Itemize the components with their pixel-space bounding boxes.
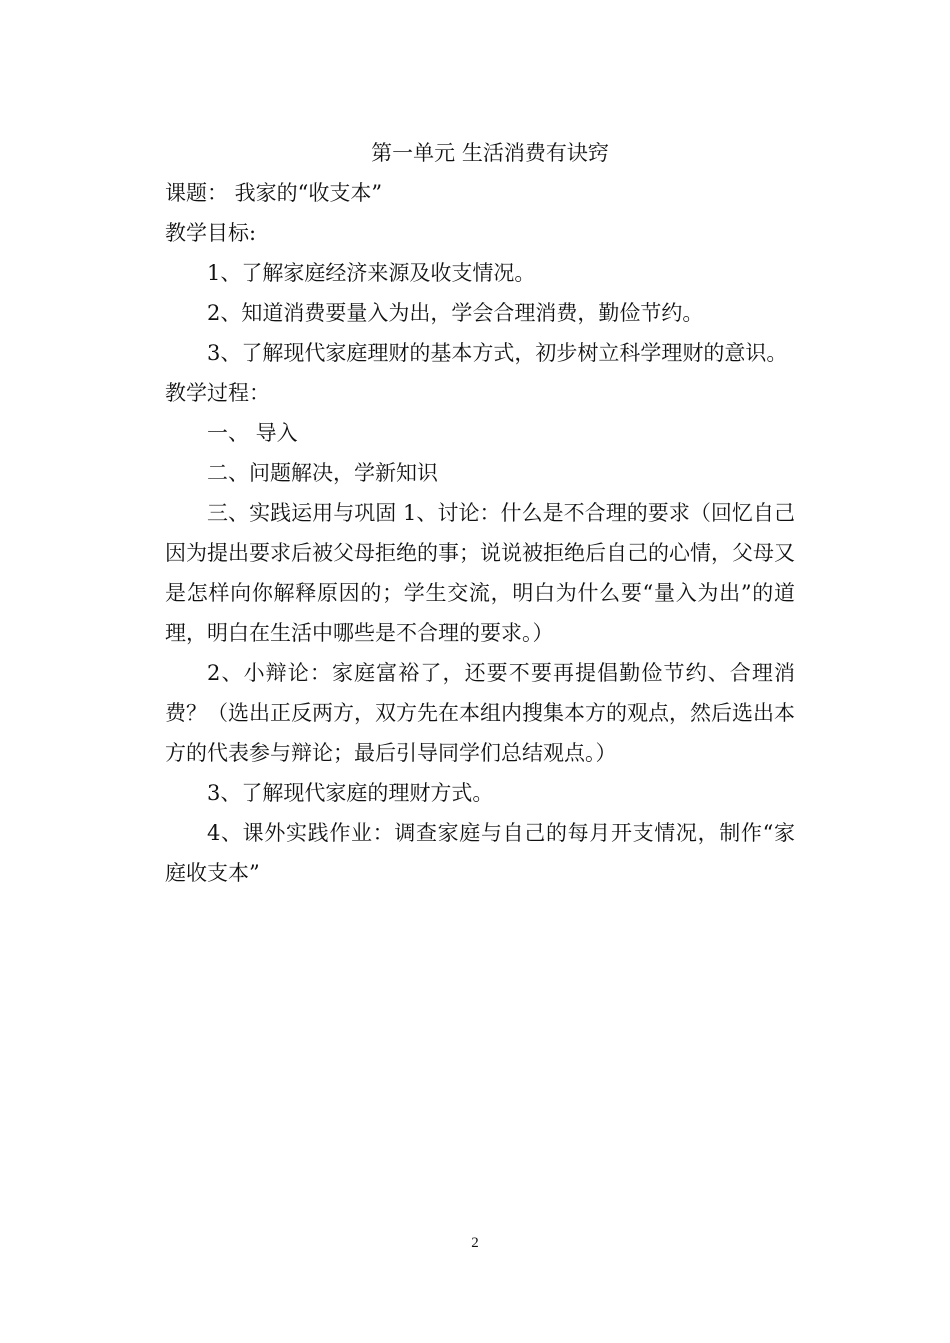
lesson-title: 课题： 我家的“收支本” <box>165 181 383 205</box>
goal-item-2: 2、知道消费要量入为出，学会合理消费，勤俭节约。 <box>207 301 704 325</box>
document-body <box>165 133 795 893</box>
step-item-2: 二、问题解决，学新知识 <box>207 461 438 485</box>
practice-paragraph-4: 4、课外实践作业：调查家庭与自己的每月开支情况，制作“家庭收支本” <box>165 821 795 885</box>
goals-heading: 教学目标: <box>165 221 257 245</box>
page-title: 第一单元 生活消费有诀窍 <box>371 141 609 165</box>
process-heading: 教学过程： <box>165 381 270 405</box>
goal-item-3: 3、了解现代家庭理财的基本方式，初步树立科学理财的意识。 <box>207 341 788 365</box>
practice-paragraph-2: 2、小辩论：家庭富裕了，还要不要再提倡勤俭节约、合理消费？（选出正反两方，双方先在本组内搜集本方的观点，然后选出本方的代表参与辩论；最后引导同学们总结观点。） <box>165 661 795 765</box>
practice-paragraph-1: 三、实践运用与巩固 1、讨论：什么是不合理的要求（回忆自己因为提出要求后被父母拒绝的事；说说被拒绝后自己的心情，父母又是怎样向你解释原因的；学生交流，明白为什么要“量入为出”的道理，明白在生活中哪些是不合理的要求。） <box>165 501 795 645</box>
practice-paragraph-3: 3、了解现代家庭的理财方式。 <box>207 781 494 805</box>
step-item-1: 一、 导入 <box>207 421 298 445</box>
page-number: 2 <box>471 1235 479 1251</box>
goal-item-1: 1、了解家庭经济来源及收支情况。 <box>207 261 536 285</box>
